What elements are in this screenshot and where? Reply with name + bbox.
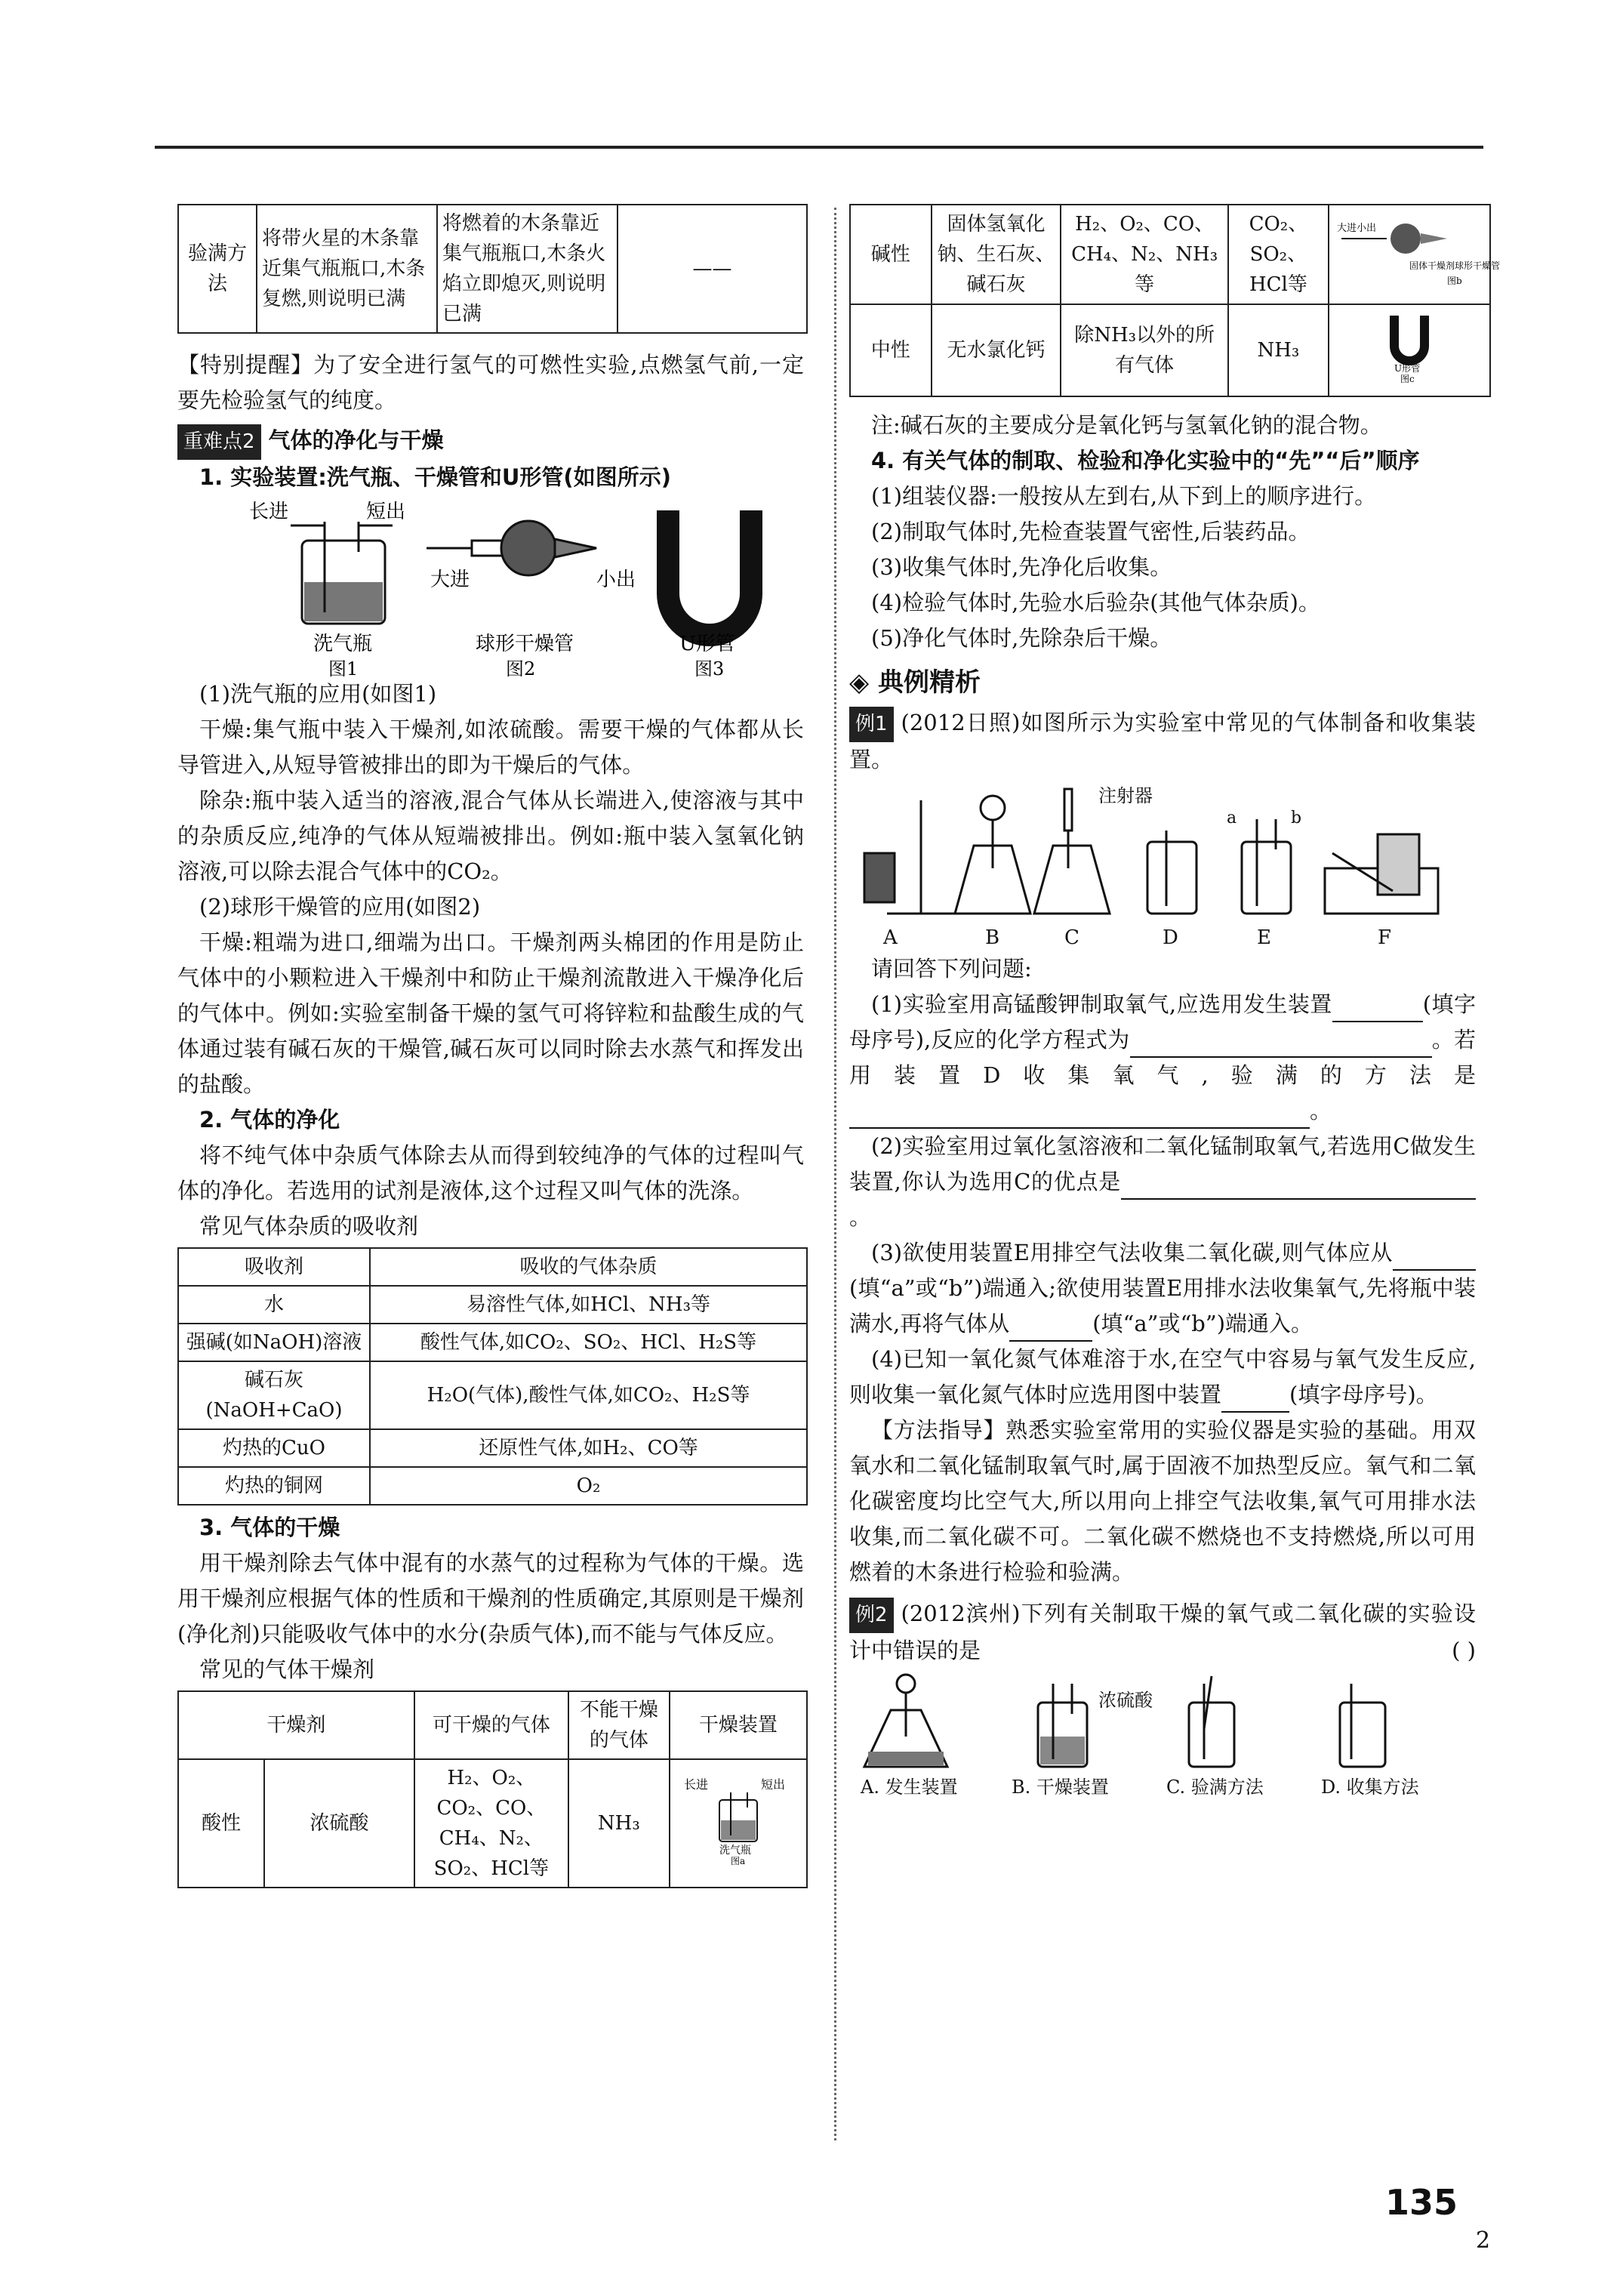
note: 注:碱石灰的主要成分是氧化钙与氢氧化钠的混合物。 bbox=[871, 412, 1382, 438]
u-tube-small-icon bbox=[1334, 308, 1485, 384]
u-tube-icon bbox=[668, 510, 751, 635]
table-row bbox=[178, 1324, 807, 1361]
wash-bottle-small-icon bbox=[678, 1774, 799, 1864]
cell: 除NH₃以外的所有气体 bbox=[1061, 304, 1227, 396]
answer-blank[interactable] bbox=[1121, 1173, 1295, 1200]
page-number: 135 bbox=[1385, 2182, 1458, 2223]
check-icon bbox=[1189, 1676, 1234, 1767]
question-4 bbox=[849, 1342, 1476, 1413]
example-text: (2012日照)如图所示为实验室中常见的气体制备和收集装置。 bbox=[849, 710, 1476, 772]
question-2 bbox=[849, 1129, 1476, 1235]
dry-table-title: 常见的气体干燥剂 bbox=[199, 1657, 375, 1682]
q-text: 。 bbox=[849, 1204, 872, 1230]
cell-device bbox=[670, 1759, 807, 1888]
fig-label-b: B bbox=[985, 926, 1000, 949]
section-heading bbox=[177, 423, 804, 460]
apparatus-c-icon bbox=[1034, 789, 1110, 914]
special-tip: 【特别提醒】为了安全进行氢气的可燃性实验,点燃氢气前,一定要先检验氢气的纯度。 bbox=[177, 352, 804, 413]
th-desiccant: 干燥剂 bbox=[178, 1691, 414, 1759]
cap3: 图3 bbox=[694, 658, 725, 680]
example-2-diagram bbox=[849, 1669, 1476, 1797]
answer-blank[interactable] bbox=[849, 1102, 1310, 1129]
cell: 灼热的CuO bbox=[178, 1429, 370, 1467]
big-in-label: 大进 bbox=[430, 569, 470, 591]
step-1: (1)组装仪器:一般按从左到右,从下到上的顺序进行。 bbox=[871, 483, 1377, 509]
answer-blank[interactable] bbox=[1009, 1314, 1092, 1342]
absorbent-table bbox=[177, 1247, 808, 1505]
q-text: (填“a”或“b”)端通入。 bbox=[1092, 1311, 1313, 1336]
sub-heading-3: 3. 气体的干燥 bbox=[199, 1515, 340, 1540]
para-wash-bottle: (1)洗气瓶的应用(如图1) bbox=[199, 681, 437, 707]
lab-apparatus-diagram bbox=[849, 778, 1476, 951]
sub-heading-2: 2. 气体的净化 bbox=[199, 1107, 340, 1133]
th-impurity: 吸收的气体杂质 bbox=[370, 1248, 807, 1286]
cell: 中性 bbox=[850, 304, 932, 396]
answer-blank[interactable] bbox=[1393, 1244, 1476, 1271]
fig-label: 图b bbox=[1447, 276, 1462, 286]
th-absorbent: 吸收剂 bbox=[178, 1248, 370, 1286]
bottle-name: 洗气瓶 bbox=[313, 633, 373, 655]
para-tube-use: (2)球形干燥管的应用(如图2) bbox=[199, 894, 481, 920]
cell: 灼热的铜网 bbox=[178, 1467, 370, 1505]
fig-label-a: A bbox=[883, 926, 898, 949]
fig-label: 图c bbox=[1400, 374, 1415, 384]
co2-check: 将燃着的木条靠近集气瓶瓶口,木条火焰立即熄灭,则说明已满 bbox=[437, 205, 617, 333]
heading-tag: 重难点2 bbox=[177, 424, 261, 460]
dryer-icon bbox=[1038, 1684, 1087, 1767]
cell: 酸性 bbox=[178, 1759, 264, 1888]
cell: 易溶性气体,如HCl、NH₃等 bbox=[370, 1286, 807, 1324]
option-d: D. 收集方法 bbox=[1321, 1777, 1419, 1798]
cell: NH₃ bbox=[1228, 304, 1329, 396]
label-b: b bbox=[1291, 809, 1302, 827]
left-column bbox=[177, 204, 804, 1888]
cap1: 图1 bbox=[328, 658, 359, 680]
cell: 碱性 bbox=[850, 205, 932, 304]
table-row bbox=[850, 205, 1490, 304]
table-row bbox=[178, 1759, 807, 1888]
cell: 固体氢氧化钠、生石灰、碱石灰 bbox=[932, 205, 1061, 304]
desiccant-table bbox=[177, 1690, 808, 1888]
answer-blank[interactable] bbox=[1251, 1031, 1432, 1058]
example-tag: 例2 bbox=[849, 1598, 894, 1633]
para-drying-def: 用干燥剂除去气体中混有的水蒸气的过程称为气体的干燥。选用干燥剂应根据气体的性质和干燥剂的性质确定,其原则是干燥剂(净化剂)只能吸收气体中的水分(杂质气体),而不能与气体反应。 bbox=[177, 1550, 804, 1647]
heading-text: 气体的净化与干燥 bbox=[268, 427, 444, 453]
u-name: U形管 bbox=[679, 633, 735, 655]
cell: 无水氯化钙 bbox=[932, 304, 1061, 396]
example-1 bbox=[849, 705, 1476, 778]
example-1-figure bbox=[849, 778, 1476, 951]
para-drying: 干燥:集气瓶中装入干燥剂,如浓硫酸。需要干燥的气体都从长导管进入,从短导管被排出的即为干燥后的气体。 bbox=[177, 717, 804, 778]
row-label: 验满方法 bbox=[178, 205, 257, 333]
example-2 bbox=[849, 1596, 1476, 1669]
cap2: 图2 bbox=[506, 658, 536, 680]
label-a: a bbox=[1227, 809, 1237, 827]
answer-blank[interactable] bbox=[1332, 995, 1378, 1022]
q-text: (填字母序号),反应的化学方程式为 bbox=[849, 991, 1476, 1052]
answer-blank[interactable] bbox=[1295, 1173, 1476, 1200]
step-5: (5)净化气体时,先除杂后干燥。 bbox=[871, 625, 1172, 651]
cell-device bbox=[1329, 304, 1490, 396]
syringe-label: 注射器 bbox=[1098, 785, 1153, 806]
right-column bbox=[849, 204, 1501, 1798]
drying-tube-small-icon bbox=[1334, 208, 1501, 291]
th-can-dry: 可干燥的气体 bbox=[414, 1691, 568, 1759]
section-title-text: 典例精析 bbox=[877, 667, 981, 698]
column-divider bbox=[834, 208, 836, 2140]
th-cannot-dry: 不能干燥的气体 bbox=[568, 1691, 670, 1759]
fig-label-c: C bbox=[1064, 926, 1079, 949]
cell: 碱石灰(NaOH+CaO) bbox=[178, 1361, 370, 1429]
wash-bottle-icon bbox=[291, 522, 393, 624]
table-row bbox=[178, 1286, 807, 1324]
q-text: (2)实验室用过氧化氢溶液和二氧化锰制取氧气,若选用C做发生装置,你认为选用C的优点是 bbox=[849, 1133, 1476, 1194]
q-text: (填字母序号)。 bbox=[1289, 1382, 1438, 1407]
cell: H₂、O₂、CO₂、CO、CH₄、N₂、SO₂、HCl等 bbox=[414, 1759, 568, 1888]
question-1 bbox=[849, 987, 1476, 1129]
q-text: 。 bbox=[1310, 1098, 1332, 1123]
option-a: A. 发生装置 bbox=[861, 1777, 958, 1798]
q-text: (4)已知一氧化氮气体难溶于水,在空气中容易与氧气发生反应,则收集一氧化氮气体时应选用图中装置 bbox=[849, 1346, 1476, 1407]
collector-icon bbox=[1340, 1684, 1385, 1767]
para-purify: 将不纯气体中杂质气体除去从而得到较纯净的气体的过程叫气体的净化。若选用的试剂是液体,这个过程又叫气体的洗涤。 bbox=[177, 1142, 804, 1203]
fig-label: 长进 bbox=[683, 1777, 708, 1792]
hydrogen-check: —— bbox=[617, 205, 807, 333]
apparatus-a-icon bbox=[864, 800, 962, 914]
q-text: (填“a”或“b”)端通入;欲使用装置E用排水法收集氧气,先将瓶中装满水,再将气体从 bbox=[849, 1275, 1476, 1336]
sheet-number: 2 bbox=[1476, 2227, 1491, 2254]
cell: 水 bbox=[178, 1286, 370, 1324]
fig-label: 大进小出 bbox=[1337, 223, 1377, 234]
acid-label: 浓硫酸 bbox=[1098, 1690, 1153, 1711]
cell: O₂ bbox=[370, 1467, 807, 1505]
sub-heading-4: 4. 有关气体的制取、检验和净化实验中的“先”“后”顺序 bbox=[871, 448, 1420, 473]
method-guide: 【方法指导】熟悉实验室常用的实验仪器是实验的基础。用双氧水和二氧化锰制取氧气时,属于固液不加热型反应。氧气和二氧化碳密度均比空气大,所以用向上排空气法收集,氧气可用排水法收集,而二氧化碳不可。二氧化碳不燃烧也不支持燃烧,所以可用燃着的木条进行检验和验满。 bbox=[849, 1417, 1476, 1585]
small-out-label: 小出 bbox=[596, 569, 636, 591]
header-rule bbox=[155, 146, 1483, 149]
diamond-icon: ◈ bbox=[849, 667, 878, 698]
answer-blank[interactable] bbox=[1130, 1031, 1251, 1058]
fig-label-d: D bbox=[1163, 926, 1178, 949]
cell: H₂O(气体),酸性气体,如CO₂、H₂S等 bbox=[370, 1361, 807, 1429]
tube-name: 球形干燥管 bbox=[476, 633, 574, 655]
step-3: (3)收集气体时,先净化后收集。 bbox=[871, 554, 1172, 580]
table-row bbox=[178, 1429, 807, 1467]
example-tag: 例1 bbox=[849, 707, 894, 742]
apparatus-d-icon bbox=[1147, 831, 1196, 914]
table-row bbox=[178, 1467, 807, 1505]
fig-label: 固体干燥剂球形干燥管 bbox=[1409, 260, 1501, 271]
cell-device bbox=[1329, 205, 1501, 304]
cell: 酸性气体,如CO₂、SO₂、HCl、H₂S等 bbox=[370, 1324, 807, 1361]
option-c: C. 验满方法 bbox=[1166, 1777, 1264, 1798]
apparatus-e-icon bbox=[1242, 819, 1291, 914]
oxygen-check: 将带火星的木条靠近集气瓶瓶口,木条复燃,则说明已满 bbox=[257, 205, 437, 333]
long-in-label: 长进 bbox=[249, 501, 289, 523]
para-tube-drying: 干燥:粗端为进口,细端为出口。干燥剂两头棉团的作用是防止气体中的小颗粒进入干燥剂中和防止干燥剂流散进入干燥净化后的气体中。例如:实验室制备干燥的氢气可将锌粒和盐酸生成的气体通过装有碱石灰的干燥管,碱石灰可以同时除去水蒸气和挥发出的盐酸。 bbox=[177, 929, 804, 1097]
apparatus-f-icon bbox=[1325, 834, 1438, 914]
sub-heading-1: 1. 实验装置:洗气瓶、干燥管和U形管(如图所示) bbox=[199, 464, 671, 490]
fig-label: 洗气瓶 bbox=[719, 1845, 751, 1857]
example-text: (2012滨州)下列有关制取干燥的氧气或二氧化碳的实验设计中错误的是 bbox=[849, 1601, 1476, 1663]
desiccant-table-cont bbox=[849, 204, 1501, 397]
fig-label-f: F bbox=[1378, 926, 1392, 949]
cell: 浓硫酸 bbox=[264, 1759, 414, 1888]
option-b: B. 干燥装置 bbox=[1012, 1777, 1109, 1798]
apparatus-diagram bbox=[177, 495, 804, 680]
apparatus-figure bbox=[177, 495, 804, 680]
th-device: 干燥装置 bbox=[670, 1691, 807, 1759]
answer-blank[interactable] bbox=[1378, 995, 1423, 1022]
answer-paren[interactable]: ( ) bbox=[1452, 1638, 1476, 1663]
generator-icon bbox=[864, 1675, 947, 1767]
fig-label: 短出 bbox=[760, 1777, 785, 1792]
check-method-table bbox=[177, 204, 808, 334]
table-row bbox=[850, 304, 1490, 396]
question-intro: 请回答下列问题: bbox=[871, 956, 1032, 982]
fig-label: 图a bbox=[730, 1856, 746, 1866]
question-3 bbox=[849, 1235, 1476, 1342]
q-text: (1)实验室用高锰酸钾制取氧气,应选用发生装置 bbox=[871, 991, 1332, 1017]
cell: H₂、O₂、CO、CH₄、N₂、NH₃等 bbox=[1061, 205, 1227, 304]
cell: 强碱(如NaOH)溶液 bbox=[178, 1324, 370, 1361]
table-row bbox=[178, 1361, 807, 1429]
fig-label: U形管 bbox=[1394, 363, 1421, 374]
answer-blank[interactable] bbox=[1221, 1385, 1289, 1413]
apparatus-b-icon bbox=[955, 796, 1030, 914]
absorb-table-title: 常见气体杂质的吸收剂 bbox=[199, 1213, 419, 1239]
cell: CO₂、SO₂、HCl等 bbox=[1228, 205, 1329, 304]
example-2-figure bbox=[849, 1669, 1476, 1797]
cell: NH₃ bbox=[568, 1759, 670, 1888]
para-impurity: 除杂:瓶中装入适当的溶液,混合气体从长端进入,使溶液与其中的杂质反应,纯净的气体从短端被排出。例如:瓶中装入氢氧化钠溶液,可以除去混合气体中的CO₂。 bbox=[177, 787, 804, 884]
step-4: (4)检验气体时,先验水后验杂(其他气体杂质)。 bbox=[871, 590, 1320, 615]
section-title bbox=[849, 665, 1476, 701]
step-2: (2)制取气体时,先检查装置气密性,后装药品。 bbox=[871, 519, 1310, 544]
q-text: 。若用装置D收集氧气,验满的方法是 bbox=[849, 1027, 1476, 1088]
short-out-label: 短出 bbox=[366, 501, 406, 523]
fig-label-e: E bbox=[1257, 926, 1271, 949]
q-text: (3)欲使用装置E用排空气法收集二氧化碳,则气体应从 bbox=[871, 1240, 1393, 1265]
cell: 还原性气体,如H₂、CO等 bbox=[370, 1429, 807, 1467]
drying-tube-icon bbox=[427, 521, 596, 575]
